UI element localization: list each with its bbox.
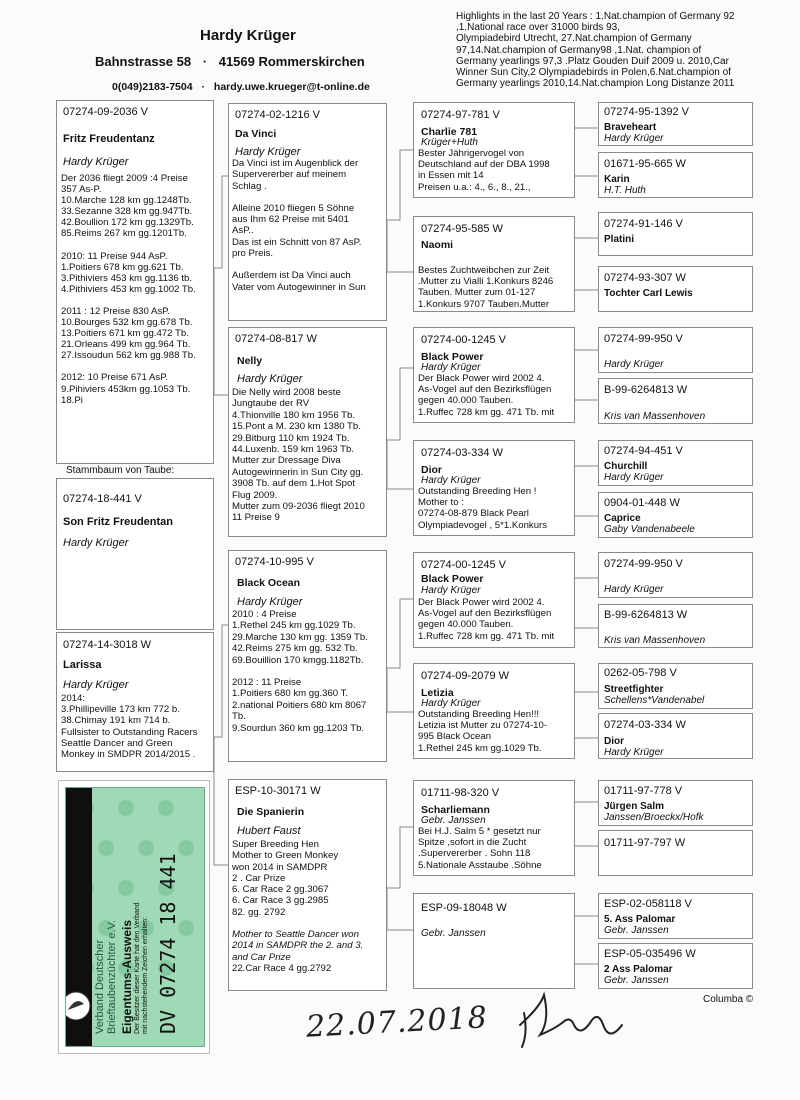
address-separator: · [202,54,208,69]
description-text: Outstanding Breeding Hen!!! Letizia ist Mutter zu 07274-10- 995 Black Ocean 1.Rethel 245 km gg.1029 Tb. [418,709,548,754]
ggp-card-8[interactable] [598,492,753,538]
copyright-label: Columba © [703,994,754,1005]
breeder-name: Hardy Krüger [421,585,481,596]
card-vertical-text: Verband Deutscher Brieftaubenzüchter e.V. Eigentums-Ausweis Der Besitzer dieser Karte hat den Verband mit nachstehendem Zeichen erhalten: DV 07274 18 441 [94,853,180,1034]
description-text: Da Vinci ist im Augenblick der Supervererber auf meinem Schlag . Alleine 2010 fliegen 5 Söhne aus Ihm 62 Preise mit 5401 AsP.. Das ist ein Schnitt von 87 AsP. pro Preis. Außerdem ist Da Vinci auch Vater vom Autogewinner in Sun [232,158,366,293]
gp-card-5[interactable] [413,552,575,648]
handwritten-date: 22.07.2018 [305,1000,489,1045]
ownership-card-face [65,787,205,1047]
breeder-name: Hubert Faust [237,825,301,837]
breeder-name: Gebr. Janssen [421,815,486,826]
owner-city: 41569 Rommerskirchen [218,54,365,69]
ring-number: 01711-97-778 V [604,785,683,797]
ring-number: 07274-00-1245 V [421,559,507,571]
ring-number: ESP-02-058118 V [604,898,692,910]
pigeon-name: Caprice [604,513,641,524]
breeder-name: Hardy Krüger [421,362,481,373]
highlight-line: Olympiadebird Utrecht, 27.Nat.champion of Germany [456,33,692,45]
performance-text: Der 2036 fliegt 2009 :4 Preise 357 As-P. 10.Marche 128 km gg.1248Tb. 33.Sezanne 328 km gg.947Tb. 42.Boullion 172 km gg.1329Tb. 85.Reims 267 km gg.1201Tb. 2010: 11 Preise 944 AsP. 1.Poitiers 678 km gg.621 Tb. 3.Pithiviers 453 km gg.1136 tb. 4.Pithiviers 453 km gg.1002 Tb. 2011 : 12 Preise 830 AsP. 10.Bourges 532 km gg.678 Tb. 13.Poitiers 671 km gg.472 Tb. 21.Orleans 499 km gg.964 Tb. 27.Issoudun 562 km gg.988 Tb. 2012: 10 Preise 671 AsP. 9.Pihiviers 453km gg.1053 Tb. 18.Pi [61,173,196,406]
pigeon-name: Da Vinci [235,128,277,140]
ggp-card-3[interactable] [598,212,753,256]
ring-number: ESP-10-30171 W [235,785,321,797]
ring-number: 07274-03-334 W [421,447,503,459]
ggp-card-1[interactable] [598,102,753,146]
ring-number: 07274-99-950 V [604,333,683,345]
breeder-name: Hardy Krüger [604,584,664,595]
ring-number: B-99-6264813 W [604,609,688,621]
owner-name: Hardy Krüger [200,27,296,44]
ggp-card-6[interactable] [598,378,753,424]
signature [510,985,640,1055]
owner-street: Bahnstrasse 58 [95,54,192,69]
ring-number: 0262-05-798 V [604,667,677,679]
pigeon-logo-icon [66,992,90,1020]
pigeon-name: 5. Ass Palomar [604,914,676,925]
sire-card[interactable] [56,100,214,464]
description-text: Der Black Power wird 2002 4. As-Vogel auf den Bezirksflügen gegen 40.000 Tauben. 1.Ruffec 728 km gg. 471 Tb. mit [418,373,555,418]
ggp-card-12[interactable] [598,713,753,759]
highlight-line: ,1.National race over 31000 birds 93, [456,22,620,34]
owner-phone: 0(049)2183-7504 [112,81,193,93]
description-text: Outstanding Breeding Hen ! Mother to : 07274-08-879 Black Pearl Olympiadevogel , 5*1.Konkurs [418,486,548,531]
gp-card-3[interactable] [413,327,575,423]
breeder-name: Hardy Krüger [604,747,664,758]
breeder-name: Hardy Krüger [237,373,303,385]
pigeon-name: Black Ocean [237,577,301,589]
ring-number: 07274-97-781 V [421,109,500,121]
breeder-name: Hardy Krüger [63,679,129,691]
breeder-name: Hardy Krüger [421,475,481,486]
ring-number: ESP-05-035496 W [604,948,696,960]
breeder-name: Hardy Krüger [604,472,664,483]
contact-separator: · [201,81,205,93]
ring-number: B-99-6264813 W [604,384,688,396]
highlight-line: Germany yearlings 97,3 .Platz Gouden Duif 2009 u. 2010,Car [456,55,729,67]
breeder-name: Hardy Krüger [63,537,129,549]
pigeon-name: Nelly [237,355,263,367]
breeder-name: Gaby Vandenabeele [604,524,695,535]
ggp-card-7[interactable] [598,440,753,486]
breeder-name: Janssen/Broeckx/Hofk [604,812,704,823]
pigeon-name: Churchill [604,461,648,472]
ring-number: 07274-03-334 W [604,719,686,731]
pigeon-name: Platini [604,234,635,245]
ring-number: 0904-01-448 W [604,497,680,509]
highlight-line: Germany yearlings 2010,14.Nat.champion Long Distanze 2011 [456,78,735,90]
sire-dam-card[interactable] [228,327,387,537]
ggp-card-5[interactable] [598,327,753,373]
stammbaum-label: Stammbaum von Taube: [66,465,175,476]
breeder-name: Gebr. Janssen [604,925,669,936]
description-text: Super Breeding Hen Mother to Green Monkey won 2014 in SAMDPR 2 . Car Prize 6. Car Race 2 gg.3067 6. Car Race 3 gg.2985 82. gg. 2792 Mother to Seattle Dancer won 2014 in SAMDPR the 2. and 3. and Car Prize 22.Car Race 4 gg.2792 [232,839,364,974]
breeder-name: Hardy Krüger [237,596,303,608]
ggp-card-11[interactable] [598,663,753,709]
subject-card[interactable] [56,478,214,630]
breeder-name: Schellens*Vandenabel [604,695,705,706]
ring-number: 01671-95-665 W [604,158,686,170]
ring-number: 07274-91-146 V [604,218,683,230]
ring-number: 07274-99-950 V [604,558,683,570]
ring-number: 07274-00-1245 V [421,334,507,346]
ring-number: 07274-10-995 V [235,556,314,568]
gp-card-1[interactable] [413,102,575,198]
pigeon-name: Dior [421,464,442,476]
ggp-card-4[interactable] [598,266,753,312]
pigeon-name: Streetfighter [604,684,664,695]
ggp-card-2[interactable] [598,152,753,198]
ring-number: 07274-14-3018 W [63,639,152,651]
ring-number: 07274-95-585 W [421,223,503,235]
breeder-name: Hardy Krüger [604,359,664,370]
description-text: 2010 : 4 Preise 1.Rethel 245 km gg.1029 Tb. 29.Marche 130 km gg. 1359 Tb. 42.Reims 275 km gg. 532 Tb. 69.Bouillion 170 kmgg.1182Tb. 2012 : 11 Preise 1.Poitiers 680 km gg.360 T. 2.national Poitiers 680 km 8067 Tb. 9.Sourdun 360 km gg.1203 Tb. [232,609,368,734]
ring-number: 07274-95-1392 V [604,106,690,118]
ggp-card-15[interactable] [598,893,753,939]
pigeon-name: Tochter Carl Lewis [604,288,693,299]
breeder-name: Hardy Krüger [421,698,481,709]
breeder-name: Hardy Krüger [604,133,664,144]
pigeon-name: Karin [604,174,630,185]
pigeon-name: Braveheart [604,122,657,133]
breeder-name: Kris van Massenhoven [604,411,706,422]
dam-dam-card[interactable] [228,779,387,991]
ring-number: 07274-02-1216 V [235,109,321,121]
performance-text: 2014: 3.Phillipeville 173 km 772 b. 38.Chimay 191 km 714 b. Fullsister to Outstanding Racers Seattle Dancer and Green Monkey in SMDPR 2014/2015 . [61,693,198,761]
highlight-line: Highlights in the last 20 Years : 1.Nat.champion of Germany 92 [456,11,735,22]
ring-number: 07274-93-307 W [604,272,686,284]
pigeon-name: Naomi [421,239,454,251]
pigeon-name: Black Power [421,351,484,363]
breeder-name: Gebr. Janssen [604,975,669,986]
pigeon-name: Larissa [63,659,102,671]
ring-number: 07274-09-2079 W [421,670,510,682]
ring-number: 01711-97-797 W [604,837,686,849]
highlight-line: 97,14.Nat.champion of Germany98 ,1.Nat. champion of [456,44,702,56]
pigeon-name: Die Spanierin [237,806,305,818]
gp-card-6[interactable] [413,663,575,759]
gp-card-7[interactable] [413,780,575,876]
ggp-card-14[interactable] [598,830,753,876]
breeder-name: Gebr. Janssen [421,928,486,939]
pigeon-name: Son Fritz Freudentan [63,516,173,528]
ring-number: 07274-94-451 V [604,445,683,457]
breeder-name: Hardy Krüger [63,156,129,168]
dam-card[interactable] [56,632,214,772]
ggp-card-10[interactable] [598,604,753,648]
gp-card-4[interactable] [413,440,575,536]
breeder-name: Kris van Massenhoven [604,635,706,646]
ring-number: 01711-98-320 V [421,787,500,799]
description-text: Der Black Power wird 2002 4. As-Vogel auf den Bezirksflügen gegen 40.000 Tauben. 1.Ruffec 728 km gg. 471 Tb. mit [418,597,555,642]
pigeon-name: Charlie 781 [421,126,478,138]
description-text: Bei H.J. Salm 5 * gesetzt nur Spitze ,sofort in die Zucht .Supervererber . Sohn 118 5.Nationale Asstaube .Söhne [418,826,542,871]
dam-sire-card[interactable] [228,550,387,762]
pigeon-name: Fritz Freudentanz [63,133,155,145]
highlight-line: Winner Sun City,2 Olympiadebirds in Polen,6.Nat.champion of [456,67,731,79]
description-text: Bestes Zuchtweibchen zur Zeit .Mutter zu Vialli 1.Konkurs 8246 Tauben. Mutter zum 01-127 1.Konkurs 9707 Tauben.Mutter [418,265,554,310]
pigeon-name: Jürgen Salm [604,801,665,812]
description-text: Die Nelly wird 2008 beste Jungtaube der RV 4.Thionville 180 km 1956 Tb. 15.Pont a M. 230 km 1380 Tb. 29.Bitburg 110 km 1924 Tb. 44.Luxenb. 159 km 1963 Tb. Mutter zur Dressage Diva Autogewinnerin in Sun City gg. 3908 Tb. auf dem 1.Hot Spot Flug 2009. Mutter zum 09-2036 fliegt 2010 11 Preise 9 [232,387,365,524]
breeder-name: H.T. Huth [604,185,646,196]
ggp-card-13[interactable] [598,780,753,826]
description-text: Bester Jährigervogel von Deutschland auf der DBA 1998 in Essen mit 14 Preisen u.a.: 4., 6., 8., 21., [418,148,550,193]
pigeon-name: 2 Ass Palomar [604,964,673,975]
gp-card-8[interactable] [413,893,575,989]
card-number: DV 07274 18 441 [156,853,180,1034]
ggp-card-9[interactable] [598,552,753,598]
gp-card-2[interactable] [413,216,575,312]
ring-number: 07274-09-2036 V [63,106,149,118]
ring-number: ESP-09-18048 W [421,902,507,914]
ownership-card [58,780,210,1054]
pigeon-name: Letizia [421,687,454,699]
breeder-name: Hardy Krüger [235,146,301,158]
ggp-card-16[interactable] [598,943,753,989]
ring-number: 07274-08-817 W [235,333,317,345]
sire-sire-card[interactable] [228,103,387,321]
pigeon-name: Scharliemann [421,804,490,816]
breeder-name: Krüger+Huth [421,137,478,148]
ring-number: 07274-18-441 V [63,493,142,505]
pigeon-name: Dior [604,736,624,747]
pigeon-name: Black Power [421,573,484,585]
owner-email[interactable]: hardy.uwe.krueger@t-online.de [213,81,370,93]
